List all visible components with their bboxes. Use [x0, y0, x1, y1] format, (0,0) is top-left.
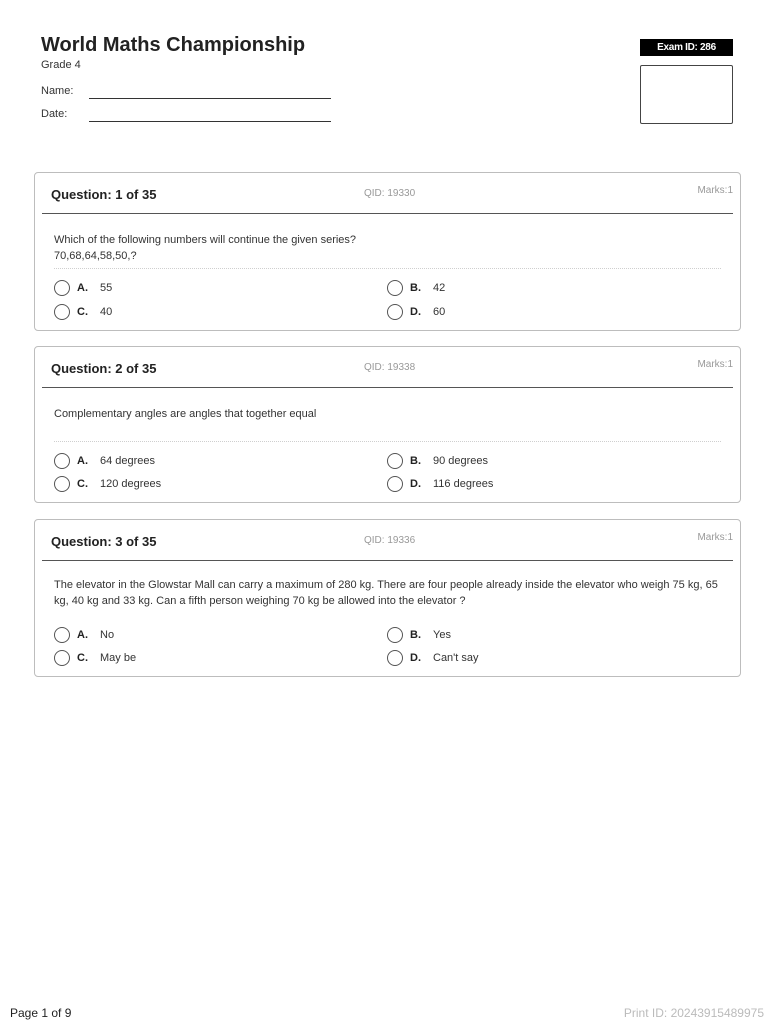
radio-button[interactable] [54, 304, 70, 320]
option-letter: A. [77, 629, 88, 641]
question-text [54, 232, 724, 264]
exam-id-badge: Exam ID: 286 [640, 39, 733, 56]
option-text: 90 degrees [433, 455, 489, 467]
date-line[interactable] [89, 121, 331, 122]
option-text: Yes [433, 629, 451, 641]
option-letter: B. [410, 282, 421, 294]
option-text: 42 [433, 282, 446, 294]
option-text: 40 [100, 306, 113, 318]
radio-button[interactable] [54, 453, 70, 469]
option-text: 64 degrees [100, 455, 156, 467]
option-letter: A. [77, 455, 88, 467]
exam-id-box [640, 65, 733, 124]
option-text: 120 degrees [100, 478, 162, 490]
grade-label: Grade 4 [41, 59, 81, 71]
option-text: May be [100, 652, 137, 664]
radio-button[interactable] [54, 627, 70, 643]
question-id: QID: 19338 [364, 362, 416, 373]
question-card-2 [34, 346, 741, 503]
option-letter: C. [77, 306, 88, 318]
page-title: World Maths Championship [41, 34, 306, 56]
option-text: 55 [100, 282, 113, 294]
question-text-line: 70,68,64,58,50,? [54, 250, 137, 262]
question-divider [54, 268, 721, 269]
name-line[interactable] [89, 98, 331, 99]
radio-button[interactable] [387, 476, 403, 492]
question-marks: Marks:1 [697, 185, 733, 196]
question-text [54, 577, 724, 609]
question-text-line: Complementary angles are angles that together equal [54, 408, 317, 420]
radio-button[interactable] [54, 650, 70, 666]
option-letter: D. [410, 478, 421, 490]
option-text: 116 degrees [433, 478, 494, 490]
question-text-line: kg, 40 kg and 33 kg. Can a fifth person weighing 70 kg be allowed into the elevator ? [54, 595, 466, 607]
option-letter: B. [410, 629, 421, 641]
option-letter: B. [410, 455, 421, 467]
question-card-1 [34, 172, 741, 331]
option-letter: C. [77, 652, 88, 664]
radio-button[interactable] [54, 280, 70, 296]
radio-button[interactable] [387, 304, 403, 320]
radio-button[interactable] [387, 627, 403, 643]
option-letter: D. [410, 306, 421, 318]
question-header [42, 520, 733, 561]
question-card-3 [34, 519, 741, 677]
option-letter: A. [77, 282, 88, 294]
question-marks: Marks:1 [697, 359, 733, 370]
question-text-line: The elevator in the Glowstar Mall can carry a maximum of 280 kg. There are four people already inside the elevator who weigh 75 kg, 65 [54, 579, 718, 591]
question-id: QID: 19336 [364, 535, 416, 546]
print-id: Print ID: 20243915489975 [623, 1006, 764, 1020]
option-text: No [100, 629, 115, 641]
question-marks: Marks:1 [697, 532, 733, 543]
radio-button[interactable] [387, 280, 403, 296]
option-letter: C. [77, 478, 88, 490]
question-header [42, 347, 733, 388]
option-letter: D. [410, 652, 421, 664]
radio-button[interactable] [387, 650, 403, 666]
date-label: Date: [41, 108, 68, 120]
page-number: Page 1 of 9 [10, 1006, 72, 1020]
radio-button[interactable] [387, 453, 403, 469]
question-title: Question: 3 of 35 [51, 534, 157, 549]
question-id: QID: 19330 [364, 188, 416, 199]
name-label: Name: [41, 85, 74, 97]
radio-button[interactable] [54, 476, 70, 492]
question-title: Question: 2 of 35 [51, 361, 157, 376]
question-divider [54, 441, 721, 442]
question-header [42, 173, 733, 214]
question-text [54, 406, 724, 422]
question-title: Question: 1 of 35 [51, 187, 157, 202]
question-text-line: Which of the following numbers will continue the given series? [54, 234, 357, 246]
option-text: Can't say [433, 652, 479, 664]
option-text: 60 [433, 306, 446, 318]
